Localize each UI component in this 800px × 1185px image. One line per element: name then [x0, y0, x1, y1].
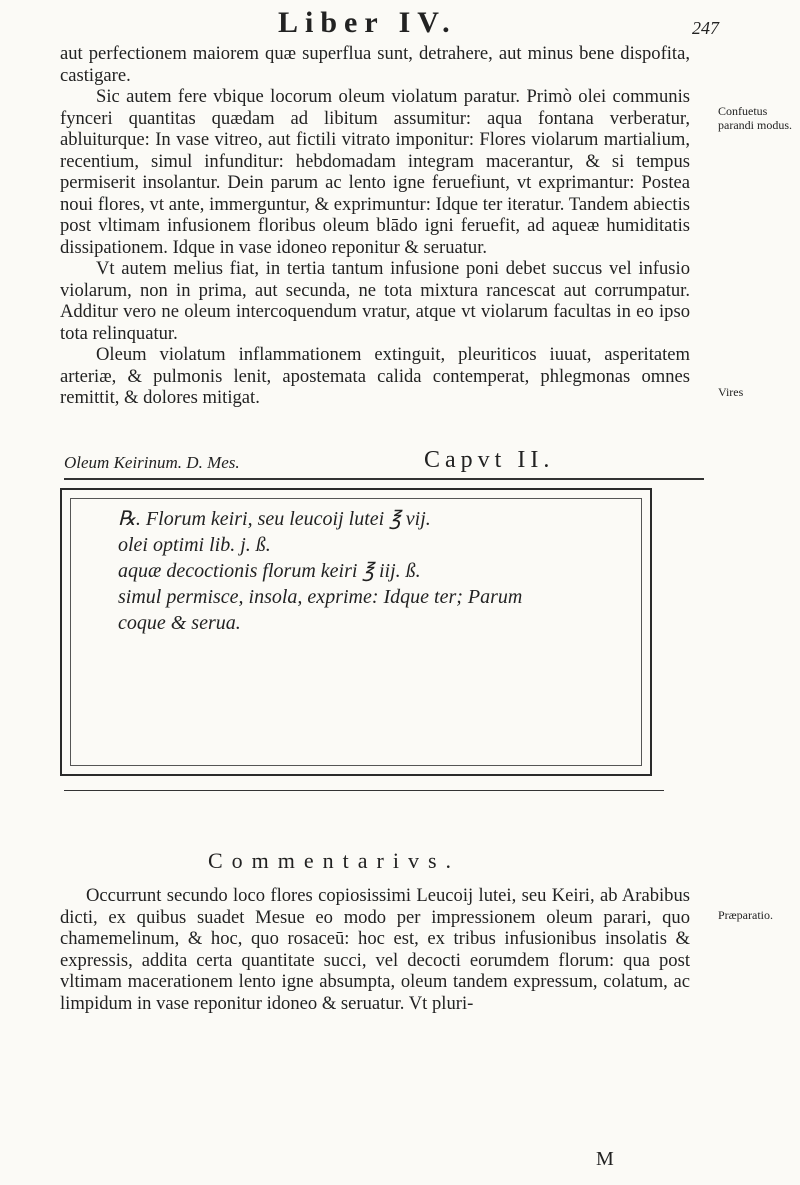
chapter-subject: Oleum Keirinum. D. Mes. [64, 453, 240, 472]
recipe-line: coque & serua. [118, 612, 241, 634]
paragraph: Oleum violatum inflammationem extinguit, pleuriticos iuuat, asperitatem arteriæ, & pulmonis lenit, apostemata calida contemperat, phlegmonas omnes remittit, & dolores mitigat. [60, 344, 690, 408]
paragraph: Sic autem fere vbique locorum oleum violatum paratur. Primò olei communis fynceri quantitas quædam ad libitum assumitur: aqua fontana verberatur, abluiturque: In vase vitreo, aut fictili vitrato imponitur: Flores violarum martialium, recentium, simul infunditur: hebdomadam integram macerantur, & si tempus permiserit insolantur. Dein parum ac lento igne feruefiunt, vt exprimantur: Postea noui flores, vt ante, immerguntur, & exprimuntur: Idque ter iteratur. Tandem abiectis post vltimam infusionem floribus oleum blādo igni feruefit, ad aqueæ humiditatis dissipationem. Idque in vase idoneo reponitur & seruatur. [60, 86, 690, 258]
margin-note-praeparatio: Præparatio. [718, 908, 773, 922]
margin-note-conficiendi: Confuetus parandi modus. [718, 104, 792, 132]
paragraph: aut perfectionem maiorem quæ superflua sunt, detrahere, aut minus bene dispofita, castigare. [60, 43, 690, 86]
chapter-heading [64, 447, 684, 477]
commentary-text [60, 885, 690, 1014]
chapter-number: Capvt II. [424, 447, 555, 473]
divider-rule [64, 478, 704, 480]
divider-rule [64, 790, 664, 791]
recipe-line: simul permisce, insola, exprime: Idque ter; Parum [118, 586, 523, 608]
recipe-text [118, 506, 598, 636]
recipe-line: olei optimi lib. j. ß. [118, 534, 271, 556]
recipe-line: ℞. Florum keiri, seu leucoij lutei ℥ vij. [118, 508, 431, 530]
paragraph: Vt autem melius fiat, in tertia tantum infusione poni debet succus vel infusio violarum, non in prima, aut secunda, ne tota mixtura rancescat aut corrumpatur. Additur vero ne oleum intercoquendum vratur, atque vt violarum facultas in eo ipso tota relinquatur. [60, 258, 690, 344]
catchword: M [596, 1148, 614, 1170]
running-head: Liber IV. [278, 6, 457, 39]
margin-note-vires: Vires [718, 385, 744, 399]
recipe-line: aquæ decoctionis florum keiri ℥ iij. ß. [118, 560, 421, 582]
page-number: 247 [692, 18, 719, 38]
body-text [60, 43, 690, 409]
page-header [0, 6, 800, 46]
commentary-title: Commentarivs. [208, 848, 461, 873]
paragraph: Occurrunt secundo loco flores copiosissimi Leucoij lutei, seu Keiri, ab Arabibus dicti, ex quibus suadet Mesue eo modo per impressionem oleum parari, quo chamemelinum, & hoc, quo rosaceū: hoc est, ex tribus infusionibus insolatis & expressis, addita certa quantitate succi, vel decocti eorumdem florum: qua post vltimam macerationem lento igne absumpta, oleum tandem expressum, colatum, ac limpidum in vase reponitur idoneo & seruatur. Vt pluri- [60, 885, 690, 1014]
recipe-box [60, 488, 652, 776]
